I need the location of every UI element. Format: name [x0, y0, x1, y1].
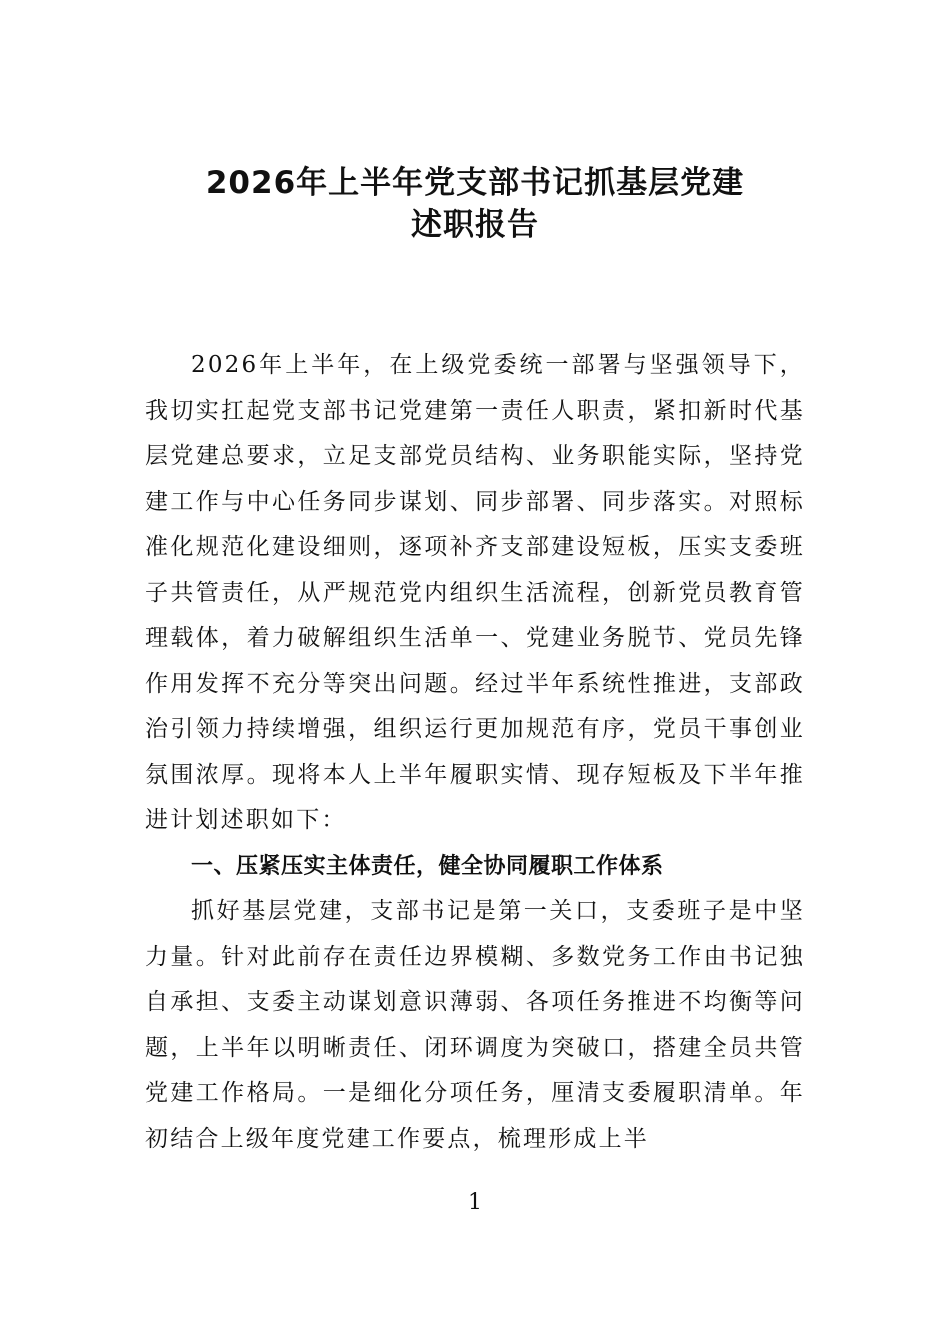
- page-number: 1: [468, 1190, 482, 1215]
- document-body: [145, 343, 805, 1162]
- section-heading: 一、压紧压实主体责任，健全协同履职工作体系: [191, 853, 664, 879]
- intro-paragraph: 2026年上半年，在上级党委统一部署与坚强领导下，我切实扛起党支部书记党建第一责任人职责，紧扣新时代基层党建总要求，立足支部党员结构、业务职能实际，坚持党建工作与中心任务同步谋划、同步部署、同步落实。对照标准化规范化建设细则，逐项补齐支部建设短板，压实支委班子共管责任，从严规范党内组织生活流程，创新党员教育管理载体，着力破解组织生活单一、党建业务脱节、党员先锋作用发挥不充分等突出问题。经过半年系统性推进，支部政治引领力持续增强，组织运行更加规范有序，党员干事创业氛围浓厚。现将本人上半年履职实情、现存短板及下半年推进计划述职如下：: [145, 352, 805, 833]
- document-title-line-1: 2026年上半年党支部书记抓基层党建: [205, 165, 745, 201]
- document-title-line-2: 述职报告: [411, 207, 539, 243]
- section-paragraph: 抓好基层党建，支部书记是第一关口，支委班子是中坚力量。针对此前存在责任边界模糊、多数党务工作由书记独自承担、支委主动谋划意识薄弱、各项任务推进不均衡等问题，上半年以明晰责任、闭环调度为突破口，搭建全员共管党建工作格局。一是细化分项任务，厘清支委履职清单。年初结合上级年度党建工作要点，梳理形成上半: [145, 898, 805, 1152]
